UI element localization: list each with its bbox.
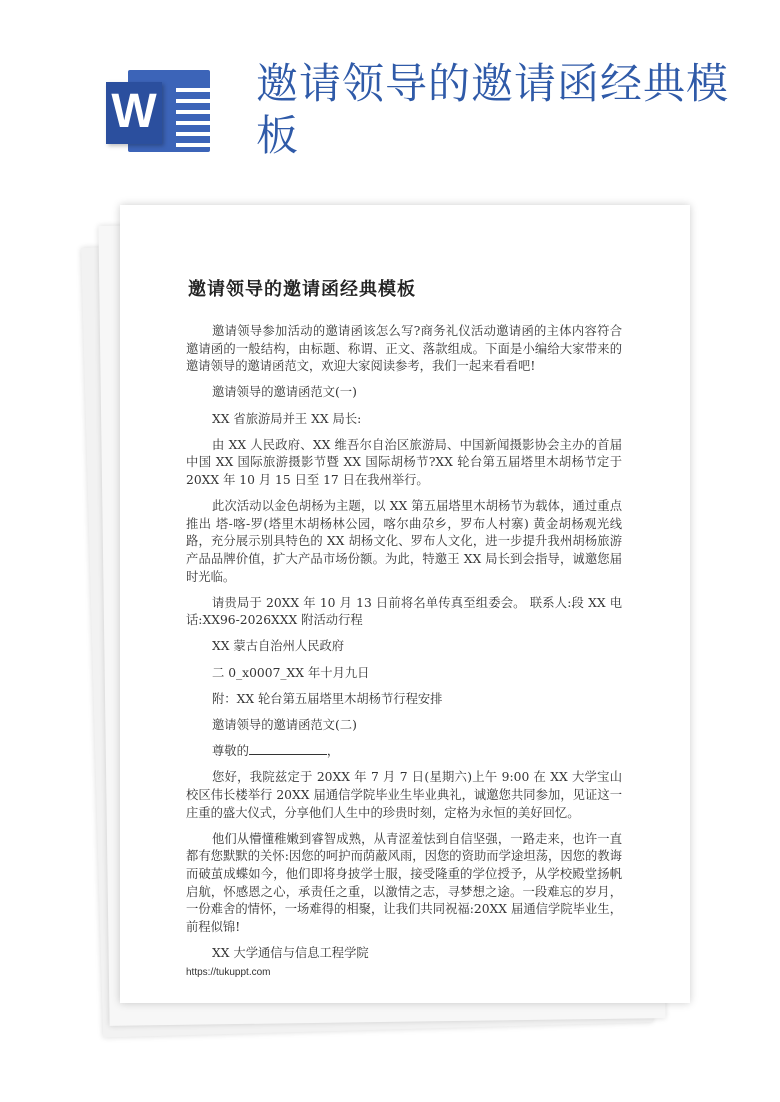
paragraph-body-4: 您好，我院兹定于 20XX 年 7 月 7 日(星期六)上午 9:00 在 XX 大学宝山校区伟长楼举行 20XX 届通信学院毕业生毕业典礼，诚邀您共同参加，见证这一庄重的盛大仪式，分享他们人生中的珍贵时刻，定格为永恒的美好回忆。 (186, 770, 622, 820)
document-title: 邀请领导的邀请函经典模板 (188, 279, 416, 300)
paragraph-body-5: 他们从懵懂稚嫩到睿智成熟，从青涩羞怯到自信坚强，一路走来，也许一直都有您默默的关怀:因您的呵护而荫蔽风雨，因您的资助而学途坦荡，因您的教诲而破茧成蝶如今，他们即将身披学士服，接受隆重的学位授予，从学校殿堂扬帆启航，怀感恩之心，承责任之重，以激情之志，寻梦想之途。一段难忘的岁月，一份难舍的情怀，一场难得的相聚，让我们共同祝福:20XX 届通信学院毕业生，前程似锦! (186, 831, 622, 934)
footer-url[interactable]: https://tukuppt.com (186, 967, 271, 978)
word-icon (106, 64, 210, 160)
document-body (186, 323, 622, 971)
page-title: 邀请领导的邀请函经典模板 (256, 59, 730, 160)
word-letter-box (106, 82, 162, 144)
salutation-suffix: ， (326, 744, 340, 759)
paragraph-attachment: 附：XX 轮台第五届塔里木胡杨节行程安排 (212, 691, 443, 706)
paragraph-intro: 邀请领导参加活动的邀请函该怎么写?商务礼仪活动邀请函的主体内容符合邀请函的一般结构，由标题、称谓、正文、落款组成。下面是小编给大家带来的邀请领导的邀请函范文，欢迎大家阅读参考，我们一起来看看吧! (186, 324, 622, 374)
paragraph-signature-date: 二 0_x0007_XX 年十月九日 (212, 665, 370, 680)
paragraph-signature-org: XX 蒙古自治州人民政府 (212, 639, 345, 654)
paragraph-body-2: 此次活动以金色胡杨为主题，以 XX 第五届塔里木胡杨节为载体，通过重点推出 塔-喀-罗(塔里木胡杨林公园，喀尔曲尕乡，罗布人村寨) 黄金胡杨观光线路，充分展示别具特色的 XX 胡杨文化、罗布人文化，进一步提升我州胡杨旅游产品品牌价值，扩大产品市场份额。为此，特邀王 XX 局长到会指导，诚邀您届时光临。 (186, 499, 622, 584)
paragraph-salutation (186, 743, 622, 761)
salutation-prefix: 尊敬的 (212, 744, 249, 759)
salutation-blank (249, 754, 327, 755)
paragraph-body-3: 请贵局于 20XX 年 10 月 13 日前将名单传真至组委会。 联系人:段 XX 电话:XX96-2026XXX 附活动行程 (186, 595, 622, 628)
paragraph-addressee-1: XX 省旅游局并王 XX 局长: (212, 411, 362, 426)
paragraph-signature-school: XX 大学通信与信息工程学院 (212, 945, 369, 960)
document-page (120, 205, 690, 1003)
paragraph-body-1: 由 XX 人民政府、XX 维吾尔自治区旅游局、中国新闻摄影协会主办的首届中国 XX 国际旅游摄影节暨 XX 国际胡杨节?XX 轮台第五届塔里木胡杨节定于 20XX 年 10 月 15 日至 17 日在我州举行。 (186, 437, 622, 487)
word-letter: W (111, 85, 157, 138)
paragraph-heading-2: 邀请领导的邀请函范文(二) (212, 718, 357, 733)
paragraph-heading-1: 邀请领导的邀请函范文(一) (212, 385, 357, 400)
